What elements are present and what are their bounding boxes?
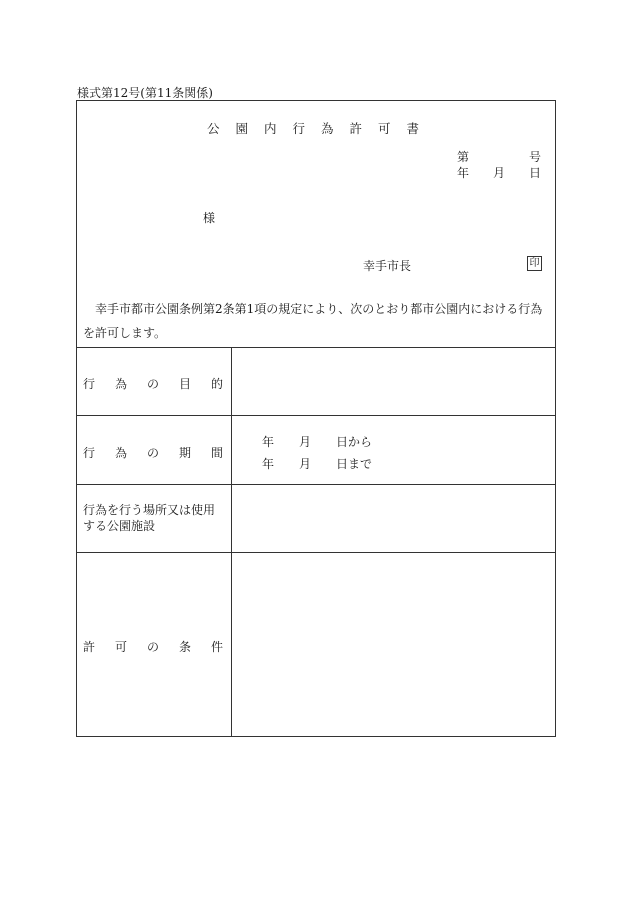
year-label: 年 [457,166,470,180]
conditions-row [77,552,555,736]
title-char: 許 [349,121,368,136]
permit-statement: 幸手市都市公園条例第2条第1項の規定により、次のとおり都市公園内における行為を許可します。 [83,302,543,340]
addressee-suffix: 様 [203,211,216,225]
title-char: 書 [406,121,425,136]
period-to-line: 年 月 日まで [262,457,372,471]
period-label: 行 為 の 期 間 [83,446,223,460]
purpose-label: 行 為 の 目 的 [83,377,223,391]
issue-date-line [457,164,541,181]
purpose-label-cell [77,348,232,415]
conditions-label-cell [77,553,232,736]
permit-form-frame [76,100,556,737]
month-label: 月 [492,166,505,180]
period-label-cell [77,416,232,484]
title-char: 可 [377,121,397,136]
purpose-row [77,347,555,415]
title-char: 公 [206,121,226,136]
title-char: 内 [263,121,283,136]
place-label: 行為を行う場所又は使用する公園施設 [83,503,216,533]
document-number-line [457,148,541,165]
document-title [77,119,555,137]
issuer-name: 幸手市長 [363,259,412,273]
form-number-label: 様式第12号(第11条関係) [77,86,213,100]
day-label: 日 [528,166,541,180]
place-row [77,484,555,552]
number-suffix: 号 [528,150,541,164]
permit-details-table [77,347,555,736]
title-char: 為 [320,121,340,136]
title-char: 行 [292,121,311,136]
title-char: 園 [235,121,254,136]
conditions-label: 許 可 の 条 件 [83,640,223,654]
period-from-line: 年 月 日から [262,435,372,449]
period-row [77,415,555,484]
place-label-cell [77,485,232,552]
number-prefix: 第 [457,150,470,164]
seal-mark: 印 [527,256,542,271]
